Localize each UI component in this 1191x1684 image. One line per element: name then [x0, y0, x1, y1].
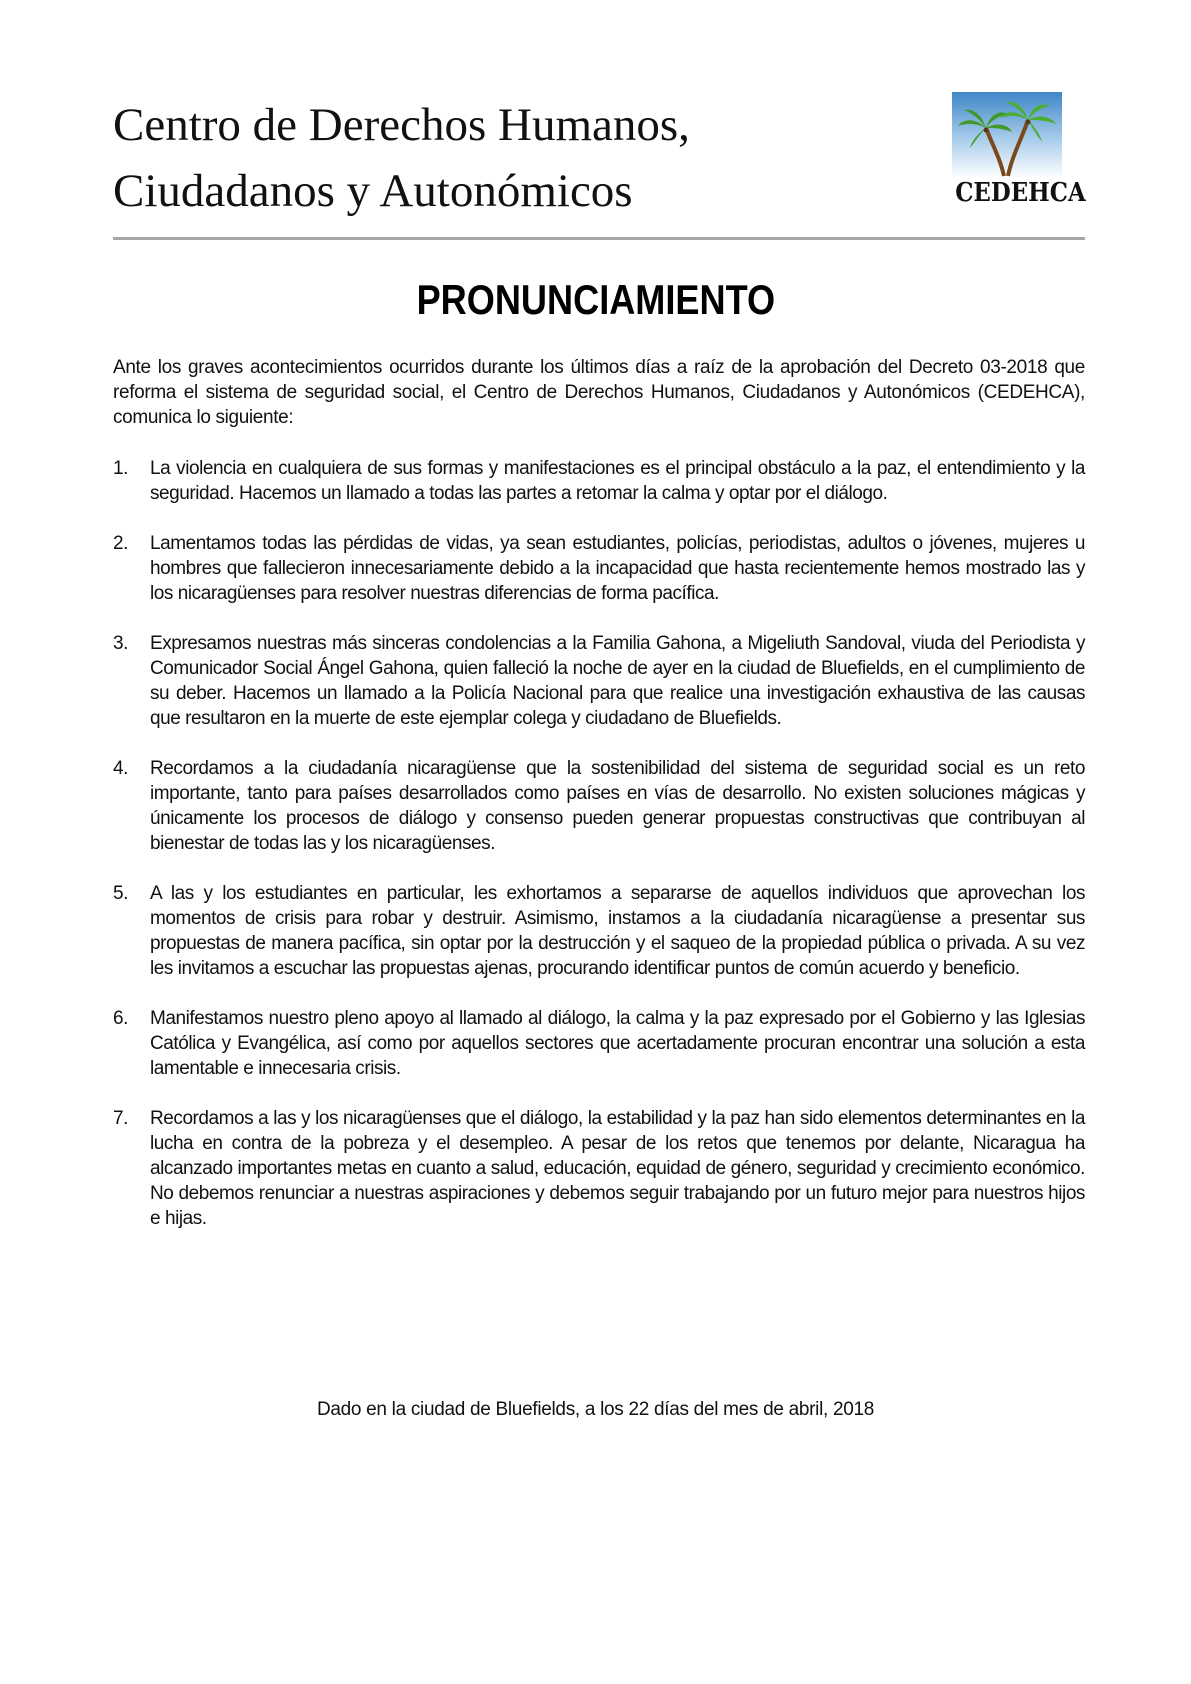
list-item-text: A las y los estudiantes en particular, les exhortamos a separarse de aquellos individuos que aprovechan los momentos de crisis para robar y destruir. Asimismo, instamos a la ciudadanía nicaragüense a presentar sus propuestas de manera pacífica, sin optar por la destrucción y el saqueo de la propiedad pública o privada. A su vez les invitamos a escuchar las propuestas ajenas, procurando identificar puntos de común acuerdo y beneficio. — [150, 883, 1085, 979]
closing-line: Dado en la ciudad de Bluefields, a los 22 días del mes de abril, 2018 — [316, 1399, 875, 1420]
intro-paragraph: Ante los graves acontecimientos ocurridos durante los últimos días a raíz de la aprobación del Decreto 03-2018 que reforma el sistema de seguridad social, el Centro de Derechos Humanos, Ciudadanos y Autonómicos (CEDEHCA), comunica lo siguiente: — [113, 357, 1085, 428]
list-item-number: 6. — [113, 1008, 128, 1029]
list-item — [113, 531, 1085, 606]
list-item-number: 1. — [113, 458, 128, 479]
logo-wordmark: CEDEHCA — [955, 178, 1086, 208]
list-item-text: Recordamos a la ciudadanía nicaragüense que la sostenibilidad del sistema de seguridad social es un reto importante, tanto para países desarrollados como países en vías de desarrollo. No existen soluciones mágicas y únicamente los procesos de diálogo y consenso pueden generar propuestas constructivas que contribuyan al bienestar de todas las y los nicaragüenses. — [150, 758, 1085, 854]
list-item-text: Manifestamos nuestro pleno apoyo al llamado al diálogo, la calma y la paz expresado por el Gobierno y las Iglesias Católica y Evangélica, así como por aquellos sectores que acertadamente procuran encontrar una solución a esta lamentable e innecesaria crisis. — [150, 1008, 1085, 1079]
list-item — [113, 881, 1085, 981]
header-divider — [113, 237, 1085, 240]
list-item-text: La violencia en cualquiera de sus formas y manifestaciones es el principal obstáculo a la paz, el entendimiento y la seguridad. Hacemos un llamado a todas las partes a retomar la calma y optar por el diálogo. — [150, 458, 1085, 504]
list-item-text: Recordamos a las y los nicaragüenses que el diálogo, la estabilidad y la paz han sido elementos determinantes en la lucha en contra de la pobreza y el desempleo. A pesar de los retos que tenemos por delante, Nicaragua ha alcanzado importantes metas en cuanto a salud, educación, equidad de género, seguridad y crecimiento económico. No debemos renunciar a nuestras aspiraciones y debemos seguir trabajando por un futuro mejor para nuestros hijos e hijas. — [150, 1108, 1085, 1229]
organization-name-line1: Centro de Derechos Humanos, — [113, 99, 690, 151]
list-item — [113, 756, 1085, 856]
document-title: PRONUNCIAMIENTO — [416, 276, 776, 323]
statement-list — [113, 456, 1085, 1256]
list-item — [113, 1006, 1085, 1081]
list-item-number: 7. — [113, 1108, 128, 1129]
palm-trees-logo-icon — [952, 92, 1062, 178]
list-item-number: 4. — [113, 758, 128, 779]
list-item — [113, 631, 1085, 731]
list-item-text: Expresamos nuestras más sinceras condolencias a la Familia Gahona, a Migeliuth Sandoval, viuda del Periodista y Comunicador Social Ángel Gahona, quien falleció la noche de ayer en la ciudad de Bluefields, en el cumplimiento de su deber. Hacemos un llamado a la Policía Nacional para que realice una investigación exhaustiva de las causas que resultaron en la muerte de este ejemplar colega y ciudadano de Bluefields. — [150, 633, 1085, 729]
list-item-number: 2. — [113, 533, 128, 554]
organization-name — [113, 92, 873, 224]
list-item-text: Lamentamos todas las pérdidas de vidas, ya sean estudiantes, policías, periodistas, adultos o jóvenes, mujeres u hombres que fallecieron innecesariamente debido a la incapacidad que hasta recientemente hemos mostrado las y los nicaragüenses para resolver nuestras diferencias de forma pacífica. — [150, 533, 1085, 604]
cedehca-logo — [948, 92, 1086, 214]
organization-name-line2: Ciudadanos y Autonómicos — [113, 165, 633, 217]
list-item-number: 5. — [113, 883, 128, 904]
list-item-number: 3. — [113, 633, 128, 654]
list-item — [113, 456, 1085, 506]
list-item — [113, 1106, 1085, 1231]
